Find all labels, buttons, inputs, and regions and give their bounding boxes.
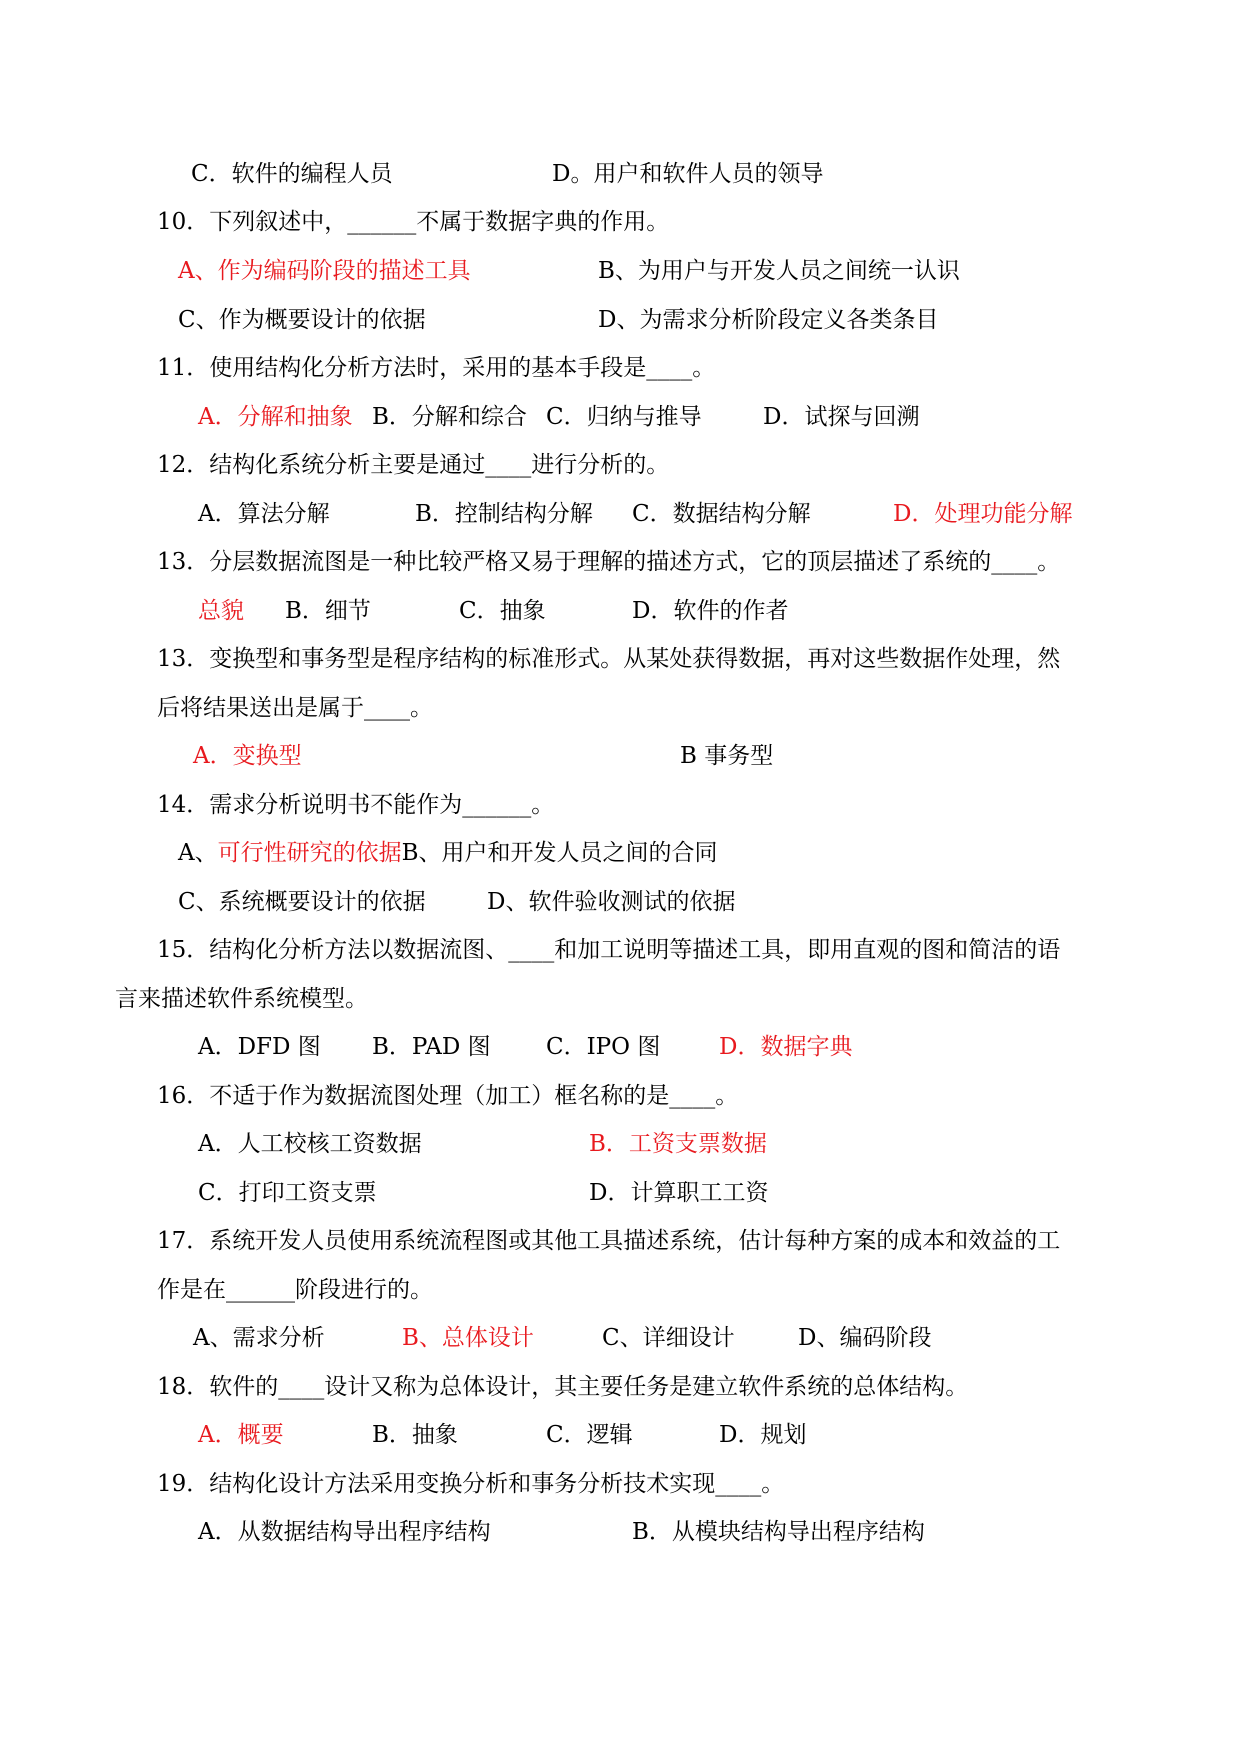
question-15-line-2: 言来描述软件系统模型。 (115, 986, 368, 1012)
question-13: 13．分层数据流图是一种比较严格又易于理解的描述方式，它的顶层描述了系统的____。 (157, 549, 1061, 575)
q16-option-a: A．人工校核工资数据 (198, 1131, 422, 1157)
question-13b-line-2: 后将结果送出是属于____。 (157, 695, 433, 721)
q15-option-c: C．IPO 图 (546, 1034, 661, 1060)
q13b-option-a-answer: A．变换型 (193, 743, 302, 769)
question-18: 18．软件的____设计又称为总体设计，其主要任务是建立软件系统的总体结构。 (157, 1374, 969, 1400)
question-16: 16．不适于作为数据流图处理（加工）框名称的是____。 (157, 1083, 739, 1109)
q17-option-c: C、详细设计 (602, 1325, 735, 1351)
q13b-option-b: B 事务型 (680, 743, 774, 769)
q11-option-c: C．归纳与推导 (546, 404, 702, 430)
option-d-leaders: D。用户和软件人员的领导 (552, 161, 824, 187)
q18-option-c: C．逻辑 (546, 1422, 633, 1448)
q10-option-b: B、为用户与开发人员之间统一认识 (598, 258, 960, 284)
q10-option-c: C、作为概要设计的依据 (178, 307, 426, 333)
q12-option-a: A．算法分解 (198, 501, 330, 527)
q14-option-c: C、系统概要设计的依据 (178, 889, 426, 915)
q15-option-d-answer: D．数据字典 (719, 1034, 853, 1060)
question-15-line-1: 15．结构化分析方法以数据流图、____和加工说明等描述工具，即用直观的图和简洁的语 (157, 937, 1061, 963)
q11-option-d: D．试探与回溯 (763, 404, 920, 430)
q13-option-a-answer: 总貌 (198, 598, 244, 624)
q11-option-a-answer: A．分解和抽象 (198, 404, 353, 430)
q17-option-d: D、编码阶段 (798, 1325, 932, 1351)
q18-option-a-answer: A．概要 (198, 1422, 284, 1448)
q14-option-a-answer: 可行性研究的依据 (217, 840, 402, 866)
q11-option-b: B．分解和综合 (372, 404, 527, 430)
question-12: 12．结构化系统分析主要是通过____进行分析的。 (157, 452, 670, 478)
option-c-programmers: C．软件的编程人员 (191, 161, 393, 187)
q12-option-d-answer: D．处理功能分解 (893, 501, 1073, 527)
q17-option-b-answer: B、总体设计 (402, 1325, 534, 1351)
q17-option-a: A、需求分析 (193, 1325, 325, 1351)
q16-option-b-answer: B．工资支票数据 (589, 1131, 767, 1157)
q18-option-b: B．抽象 (372, 1422, 458, 1448)
q10-option-a-answer: A、作为编码阶段的描述工具 (178, 258, 471, 284)
q14-option-a-label: A、 (178, 840, 218, 866)
q13-option-d: D．软件的作者 (632, 598, 789, 624)
question-17-line-2: 作是在______阶段进行的。 (157, 1277, 433, 1303)
q14-option-a (178, 838, 718, 868)
question-17-line-1: 17．系统开发人员使用系统流程图或其他工具描述系统，估计每种方案的成本和效益的工 (157, 1228, 1061, 1254)
question-11: 11．使用结构化分析方法时，采用的基本手段是____。 (157, 355, 716, 381)
q15-option-b: B．PAD 图 (372, 1034, 491, 1060)
q14-option-d: D、软件验收测试的依据 (487, 889, 736, 915)
question-14: 14．需求分析说明书不能作为______。 (157, 792, 555, 818)
q16-option-d: D．计算职工工资 (589, 1180, 769, 1206)
q19-option-a: A．从数据结构导出程序结构 (198, 1519, 491, 1545)
q16-option-c: C．打印工资支票 (198, 1180, 377, 1206)
q13-option-b: B．细节 (285, 598, 371, 624)
q12-option-b: B．控制结构分解 (415, 501, 593, 527)
q15-option-a: A．DFD 图 (198, 1034, 321, 1060)
q13-option-c: C．抽象 (459, 598, 546, 624)
q12-option-c: C．数据结构分解 (632, 501, 811, 527)
q10-option-d: D、为需求分析阶段定义各类条目 (598, 307, 939, 333)
question-13b-line-1: 13．变换型和事务型是程序结构的标准形式。从某处获得数据，再对这些数据作处理，然 (157, 646, 1061, 672)
q19-option-b: B．从模块结构导出程序结构 (632, 1519, 925, 1545)
q14-option-b: B、用户和开发人员之间的合同 (401, 840, 718, 866)
question-19: 19．结构化设计方法采用变换分析和事务分析技术实现____。 (157, 1471, 785, 1497)
q18-option-d: D．规划 (719, 1422, 807, 1448)
question-10: 10．下列叙述中，______不属于数据字典的作用。 (157, 209, 670, 235)
